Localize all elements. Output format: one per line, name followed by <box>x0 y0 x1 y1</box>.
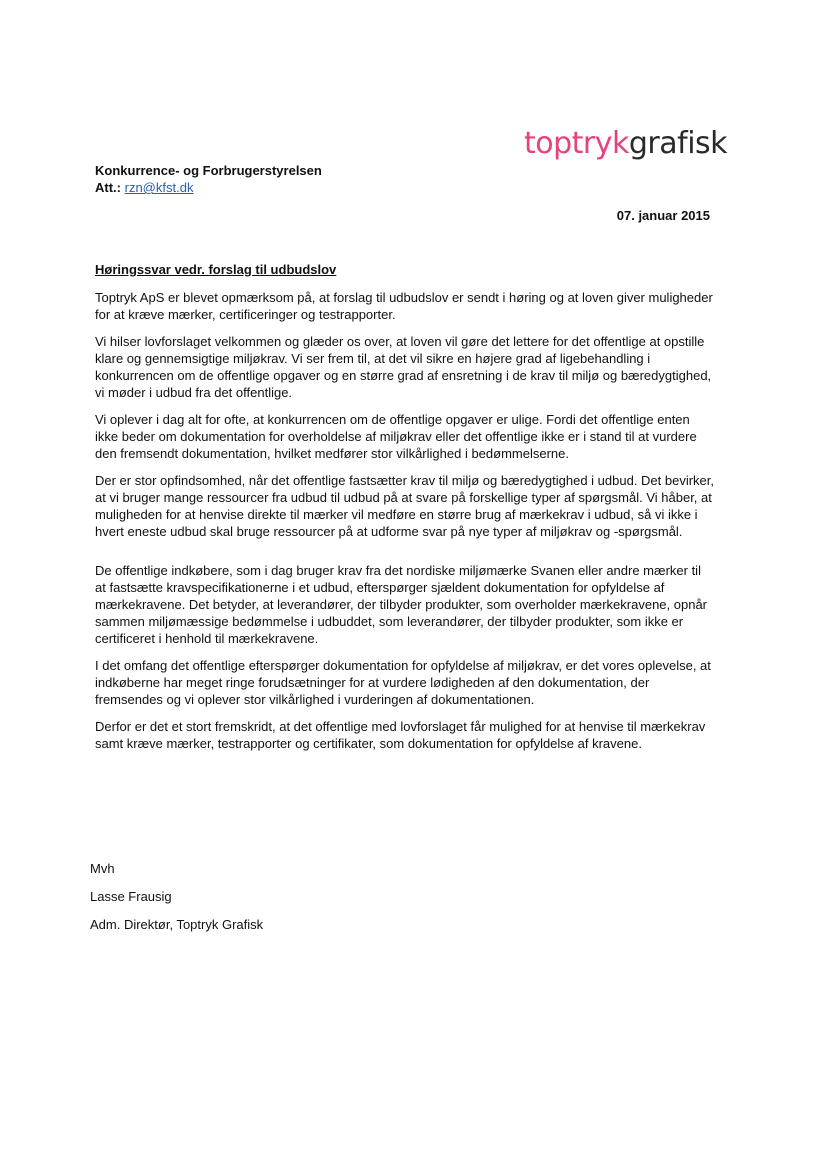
company-logo <box>524 124 727 164</box>
paragraph: Derfor er det et stort fremskridt, at det offentlige med lovforslaget får mulighed for at henvise til mærkekrav samt kræve mærker, testrapporter og certifikater, som dokumentation for opfyldelse af kravene. <box>95 719 706 751</box>
letter-subject: Høringssvar vedr. forslag til udbudslov <box>95 262 337 277</box>
signoff-name: Lasse Frausig <box>90 889 172 904</box>
paragraph: Toptryk ApS er blevet opmærksom på, at forslag til udbudslov er sendt i høring og at loven giver muligheder for at kræve mærker, certificeringer og testrapporter. <box>95 290 713 322</box>
recipient-email-link[interactable]: rzn@kfst.dk <box>124 180 194 195</box>
paragraph: Vi hilser lovforslaget velkommen og glæder os over, at loven vil gøre det lettere for det offentlige at opstille klare og gennemsigtige miljøkrav. Vi ser frem til, at det vil sikre en højere grad af ligebehandling i konkurrencen om de offentlige opgaver og en større grad af ensretning i de krav til miljø og bæredygtighed, vi møder i udbud fra det offentlige. <box>95 334 712 400</box>
recipient-att-line <box>95 179 322 196</box>
signoff-greeting: Mvh <box>90 861 115 876</box>
signoff-title: Adm. Direktør, Toptryk Grafisk <box>90 917 264 932</box>
logo-part-grafisk: grafisk <box>628 126 728 161</box>
paragraph: Der er stor opfindsomhed, når det offentlige fastsætter krav til miljø og bæredygtighed i udbud. Det bevirker, at vi bruger mange ressourcer fra udbud til udbud på at svare på forskellige typer af spørgsmål. Vi håber, at muligheden for at henvise direkte til mærker vil medføre en større brug af mærkekrav i udbud, så vi ikke i hvert eneste udbud skal bruge ressourcer på at udforme svar på nye typer af miljøkrav og -spørgsmål. <box>95 473 715 539</box>
logo-part-toptryk: toptryk <box>524 126 629 161</box>
att-label: Att.: <box>95 180 121 195</box>
paragraph: Vi oplever i dag alt for ofte, at konkurrencen om de offentlige opgaver er ulige. Fordi det offentlige enten ikke beder om dokumentation for overholdelse af miljøkrav eller det offentlige ikke er i stand til at vurdere den fremsendt dokumentation, hvilket medfører stor vilkårlighed i bedømmelserne. <box>95 412 697 461</box>
paragraph: De offentlige indkøbere, som i dag bruger krav fra det nordiske miljømærke Svanen eller andre mærker til at fastsætte kravspecifikationerne i et udbud, efterspørger sjældent dokumentation for opfyldelse af mærkekravene. Det betyder, at leverandører, der tilbyder produkter, som overholder mærkekravene, opnår sammen miljømæssige bedømmelse i udbuddet, som leverandører, der tilbyder produkter, som ikke er certificeret i henhold til mærkekravene. <box>95 563 708 646</box>
signoff-block <box>90 860 263 944</box>
recipient-block <box>95 162 322 196</box>
recipient-name: Konkurrence- og Forbrugerstyrelsen <box>95 163 322 178</box>
paragraph: I det omfang det offentlige efterspørger dokumentation for opfyldelse af miljøkrav, er det vores oplevelse, at indkøberne har meget ringe forudsætninger for at vurdere lødigheden af den dokumentation, der fremsendes og vi oplever stor vilkårlighed i vurderingen af dokumentationen. <box>95 658 711 707</box>
letter-date: 07. januar 2015 <box>616 208 710 223</box>
letter-body <box>95 261 715 762</box>
